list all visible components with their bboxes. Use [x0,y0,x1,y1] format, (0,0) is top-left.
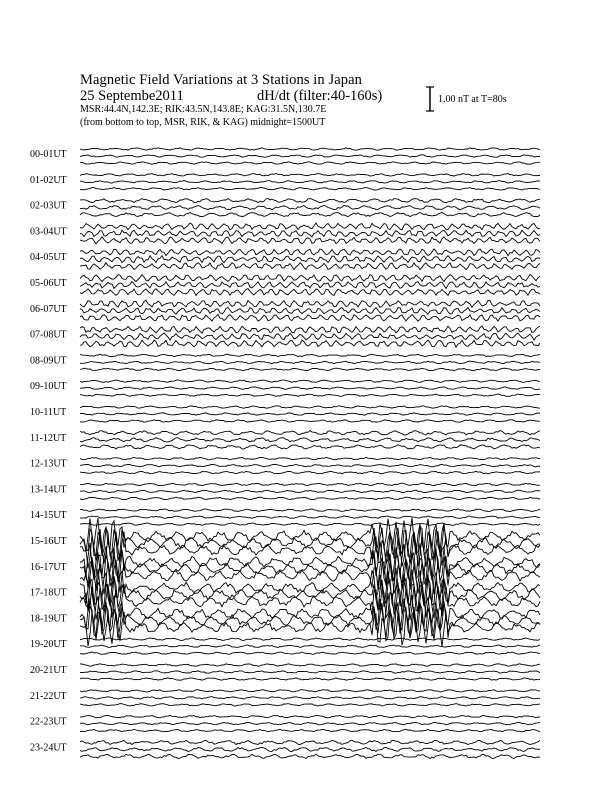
trace-kag [80,431,540,435]
trace-msr [80,420,540,422]
trace-msr [80,162,540,165]
hour-label: 03-04UT [30,226,67,238]
trace-rik [80,256,540,263]
trace-kag [80,148,540,151]
chart-date: 25 Septembe2011 [80,88,184,104]
trace-msr [80,497,540,500]
trace-rik [80,155,540,157]
trace-rik [80,526,540,561]
trace-rik [80,645,540,648]
chart-title: Magnetic Field Variations at 3 Stations in Japan [80,72,363,88]
trace-msr [80,607,540,647]
trace-kag [80,223,540,230]
hour-label: 12-13UT [30,458,67,470]
trace-rik [80,697,540,699]
trace-rik [80,308,540,315]
trace-kag [80,199,540,203]
trace-rik [80,387,540,389]
trace-msr [80,652,540,655]
trace-rik [80,747,540,751]
trace-rik [80,333,540,340]
hour-label: 07-08UT [30,329,67,341]
trace-kag [80,326,540,333]
hour-label: 17-18UT [30,587,67,599]
trace-rik [80,490,540,492]
trace-rik [80,361,540,364]
hour-label: 14-15UT [30,510,67,522]
trace-msr [80,394,540,396]
trace-kag [80,354,540,357]
trace-msr [80,678,540,681]
trace-kag [80,406,540,409]
trace-kag [80,664,540,667]
hour-label: 20-21UT [30,665,67,676]
trace-rik [80,282,540,289]
trace-kag [80,249,540,256]
hour-label: 11-12UT [30,432,67,444]
trace-kag [80,509,540,512]
trace-order-note: (from bottom to top, MSR, RIK, & KAG) midnight=1500UT [80,117,326,128]
trace-msr [80,581,540,620]
hour-label: 00-01UT [30,149,67,160]
scale-label: 1.00 nT at T=80s [438,94,507,105]
trace-kag [80,568,540,607]
hour-label: 02-03UT [30,200,67,212]
trace-kag [80,457,540,459]
station-coordinates: MSR:44.4N,142.3E; RIK:43.5N,143.8E; KAG:31.5N,130.7E [80,104,327,115]
trace-kag [80,174,540,177]
trace-msr [80,340,540,347]
trace-msr [80,212,540,216]
trace-kag [80,638,540,640]
hour-label: 21-22UT [30,690,67,702]
trace-msr [80,523,540,525]
hour-label: 05-06UT [30,278,67,289]
trace-msr [80,754,540,758]
trace-rik [80,413,540,415]
trace-kag [80,274,540,281]
hour-label: 09-10UT [30,381,67,393]
hour-label: 23-24UT [30,742,67,754]
trace-kag [80,380,540,382]
hour-label: 22-23UT [30,716,67,728]
trace-rik [80,671,540,673]
trace-rik [80,205,540,209]
hour-label: 19-20UT [30,639,67,651]
trace-kag [80,690,540,692]
hour-label: 10-11UT [30,407,67,418]
hour-label: 01-02UT [30,174,67,186]
trace-msr [80,188,540,191]
hour-label: 04-05UT [30,252,67,264]
trace-rik [80,438,540,442]
trace-kag [80,483,540,486]
chart-parameter: dH/dt (filter:40-160s) [257,88,383,104]
trace-rik [80,516,540,519]
hour-label: 08-09UT [30,355,67,367]
trace-msr [80,729,540,731]
hour-label: 13-14UT [30,484,67,496]
hour-label: 18-19UT [30,613,67,625]
hour-label: 06-07UT [30,303,67,315]
trace-kag [80,300,540,307]
trace-rik [80,464,540,467]
trace-rik [80,230,540,237]
trace-kag [80,715,540,717]
trace-msr [80,237,540,244]
trace-msr [80,368,540,371]
trace-msr [80,314,540,321]
trace-msr [80,445,540,449]
trace-msr [80,289,540,296]
hour-label: 15-16UT [30,536,67,547]
trace-msr [80,263,540,270]
trace-msr [80,471,540,473]
trace-rik [80,602,540,638]
trace-rik [80,722,540,724]
trace-msr [80,704,540,706]
trace-kag [80,740,540,744]
hour-label: 16-17UT [30,561,67,573]
trace-rik [80,181,540,184]
